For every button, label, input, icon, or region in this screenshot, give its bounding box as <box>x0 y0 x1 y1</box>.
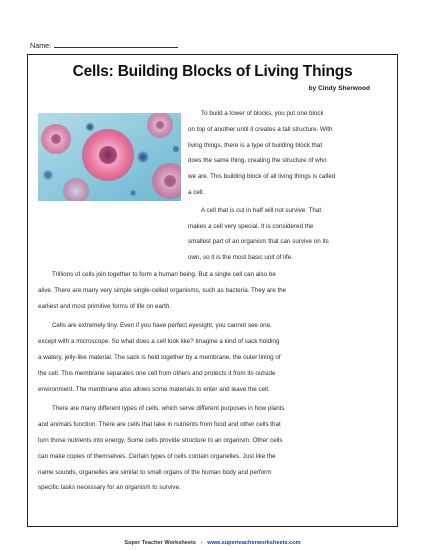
intro-line: we are. This building block of all living things is called <box>188 173 336 181</box>
body-line: Trillions of cells join together to form a human being. But a single cell can also be <box>52 271 276 278</box>
name-label: Name: <box>30 41 52 50</box>
body-line: a watery, jelly-like material. The sack is held together by a membrane, the outer lining of <box>38 353 281 361</box>
page-title: Cells: Building Blocks of Living Things <box>72 63 353 80</box>
intro-line: does the same thing, creating the structure of who <box>188 157 327 165</box>
intro-line: living things, there is a type of building block that <box>188 141 323 149</box>
body-line: the cell. This membrane separates one cell from others and protects it from its outside <box>38 369 276 377</box>
footer <box>27 540 398 546</box>
body-line: except with a microscope. So what does a cell look like? Imagine a kind of sack holding <box>38 338 280 346</box>
footer-url-link[interactable]: www.superteacherworksheets.com <box>207 540 301 546</box>
footer-separator: - <box>200 540 203 546</box>
body-line: alive. There are many very simple single-celled organisms, such as bacteria. They are the <box>38 286 287 294</box>
intro-paragraphs <box>188 106 335 266</box>
body-line: environment. The membrane also allows some materials to enter and leave the cell. <box>38 385 270 393</box>
intro-line: own, so it is the most basic unit of life. <box>188 254 293 262</box>
body-line: Cells are extremely tiny. Even if you have perfect eyesight, you cannot see one, <box>52 322 272 330</box>
body-paragraphs <box>38 267 286 496</box>
body-line: earliest and most primitive forms of life on earth. <box>38 302 172 310</box>
intro-line: on top of another until it creates a tall structure. With <box>188 125 333 133</box>
intro-line: makes a cell very special. It is considered the <box>188 222 314 230</box>
body-line: name sounds, organelles are similar to small organs of the human body and perform <box>38 468 272 476</box>
body-line: and animals function. There are cells that take in nutrients from food and other cells that <box>38 421 281 429</box>
intro-line: smallest part of an organism that can survive on its <box>188 238 329 246</box>
body-line: specific tasks necessary for an organism to survive. <box>38 484 181 492</box>
author-byline: by Cindy Sherwood <box>308 85 370 92</box>
intro-line: A cell that is cut in half will not survive. That <box>201 206 322 214</box>
cells-microscope-photo <box>38 113 181 201</box>
footer-site-name: Super Teacher Worksheets <box>124 540 196 546</box>
body-line: There are many different types of cells, which serve different purposes in how plants <box>52 405 285 413</box>
intro-line: To build a tower of blocks, you put one block <box>201 110 324 117</box>
name-blank-line[interactable] <box>54 41 178 48</box>
name-field[interactable] <box>30 41 178 50</box>
intro-line: a cell. <box>188 188 205 196</box>
body-line: can make copies of themselves. Certain types of cells contain organelles. Just like the <box>38 452 276 460</box>
body-line: turn those nutrients into energy. Some cells provide structure to an organism. Other cells <box>38 436 283 444</box>
